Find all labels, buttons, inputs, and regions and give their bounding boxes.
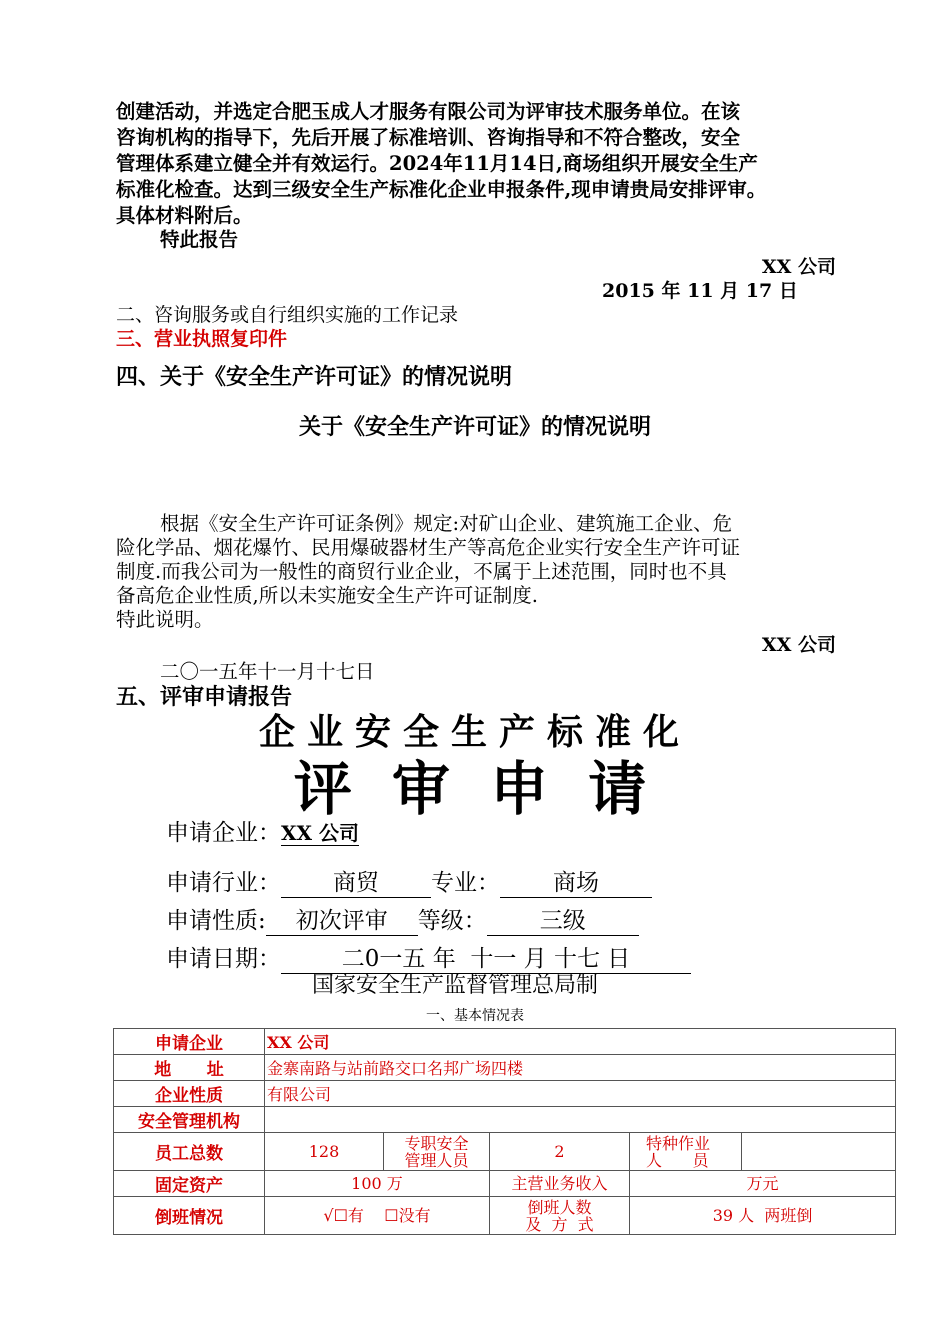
letter-line-2: 咨询机构的指导下，先后开展了标准培训、咨询指导和不符合整改，安全 [116, 126, 741, 149]
table-row [114, 1171, 896, 1197]
letter-line-4: 标准化检查。达到三级安全生产标准化企业申报条件,现申请贵局安排评审。 [116, 178, 767, 201]
company-label-cell: 申请企业 [114, 1029, 265, 1055]
cover-industry-label: 申请行业： [166, 870, 281, 896]
staff-label-cell: 员工总数 [114, 1133, 265, 1171]
license-note-line-1: 根据《安全生产许可证条例》规定:对矿山企业、建筑施工企业、危 [160, 512, 733, 535]
letter-closing: 特此报告 [160, 228, 239, 251]
safety-staff-label-cell [384, 1133, 490, 1171]
safety-org-value-cell [265, 1107, 896, 1133]
section-2-heading: 二、咨询服务或自行组织实施的工作记录 [116, 304, 459, 326]
special-staff-label-cell [630, 1133, 742, 1171]
table-row [114, 1029, 896, 1055]
table-row [114, 1107, 896, 1133]
cover-industry-value: 商贸 [281, 864, 431, 898]
assets-value-cell: 100 万 [265, 1171, 490, 1197]
cover-title-1: 企业安全生产标准化 [258, 711, 691, 753]
letter-signature: XX 公司 [761, 256, 836, 278]
section-3-heading: 三、营业执照复印件 [116, 328, 288, 350]
company-value-cell: XX 公司 [265, 1029, 896, 1055]
cover-major-label: 专业： [431, 870, 500, 896]
license-note-line-5: 特此说明。 [116, 608, 214, 631]
cover-company-label: 申请企业： [166, 820, 281, 846]
nature-value-cell: 有限公司 [265, 1081, 896, 1107]
cover-nature-value: 初次评审 [266, 902, 418, 936]
assets-label-cell: 固定资产 [114, 1171, 265, 1197]
cover-company-row [166, 814, 359, 847]
section-5-heading: 五、评审申请报告 [116, 684, 293, 710]
license-note-line-2: 险化学品、烟花爆竹、民用爆破器材生产等高危企业实行安全生产许可证 [116, 536, 741, 559]
basic-info-table [113, 1028, 896, 1235]
letter-line-1: 创建活动，并选定合肥玉成人才服务有限公司为评审技术服务单位。在该 [116, 100, 741, 123]
letter-line-3: 管理体系建立健全并有效运行。2024年11月14日,商场组织开展安全生产 [116, 152, 758, 175]
address-value-cell: 金寨南路与站前路交口名邦广场四楼 [265, 1055, 896, 1081]
revenue-value-cell: 万元 [630, 1171, 896, 1197]
shift-value-cell: √☐有 ☐没有 [265, 1197, 490, 1235]
cover-grade-label: 等级： [417, 908, 487, 934]
table-row [114, 1197, 896, 1235]
safety-staff-label-line-1: 专职安全 [404, 1133, 469, 1153]
table-row [114, 1133, 896, 1171]
cover-company-value: XX 公司 [281, 821, 359, 845]
cover-date-label: 申请日期： [166, 946, 281, 972]
table-row [114, 1081, 896, 1107]
letter-date: 2015 年 11 月 17 日 [602, 280, 798, 302]
nature-label-cell: 企业性质 [114, 1081, 265, 1107]
license-note-line-4: 备高危企业性质,所以未实施安全生产许可证制度. [116, 584, 538, 607]
license-note-line-3: 制度.而我公司为一般性的商贸行业企业，不属于上述范围，同时也不具 [116, 560, 727, 583]
license-note-signature: XX 公司 [761, 634, 836, 656]
special-staff-label-line-1: 特种作业 [646, 1133, 711, 1153]
cover-date-value: 二0一五 年 十一 月 十七 日 [281, 940, 691, 974]
license-note-date: 二〇一五年十一月十七日 [160, 660, 375, 683]
safety-org-label-cell: 安全管理机构 [114, 1107, 265, 1133]
shift-people-label-line-2: 及 方 式 [525, 1214, 594, 1234]
cover-industry-row [166, 864, 652, 898]
table-row [114, 1055, 896, 1081]
cover-title-2: 评 审 申 请 [293, 755, 657, 823]
special-staff-label-line-2: 人 员 [646, 1150, 709, 1170]
shift-label-cell: 倒班情况 [114, 1197, 265, 1235]
safety-staff-label-line-2: 管理人员 [404, 1150, 469, 1170]
section-4-heading: 四、关于《安全生产许可证》的情况说明 [116, 364, 513, 390]
special-staff-value-cell [742, 1133, 896, 1171]
cover-grade-value: 三级 [487, 902, 639, 936]
cover-issuer: 国家安全生产监督管理总局制 [312, 973, 599, 998]
cover-nature-row [166, 902, 639, 936]
letter-line-5: 具体材料附后。 [116, 204, 253, 227]
address-label-cell: 地 址 [114, 1055, 265, 1081]
shift-people-label-line-1: 倒班人数 [527, 1197, 592, 1217]
staff-value-cell: 128 [265, 1133, 384, 1171]
basic-table-caption: 一、基本情况表 [426, 1008, 524, 1024]
license-note-title: 关于《安全生产许可证》的情况说明 [298, 414, 651, 440]
cover-nature-label: 申请性质: [166, 908, 266, 934]
revenue-label-cell: 主营业务收入 [490, 1171, 630, 1197]
shift-people-label-cell [490, 1197, 630, 1235]
safety-staff-value-cell: 2 [490, 1133, 630, 1171]
cover-major-value: 商场 [500, 864, 652, 898]
shift-people-value-cell: 39 人 两班倒 [630, 1197, 896, 1235]
